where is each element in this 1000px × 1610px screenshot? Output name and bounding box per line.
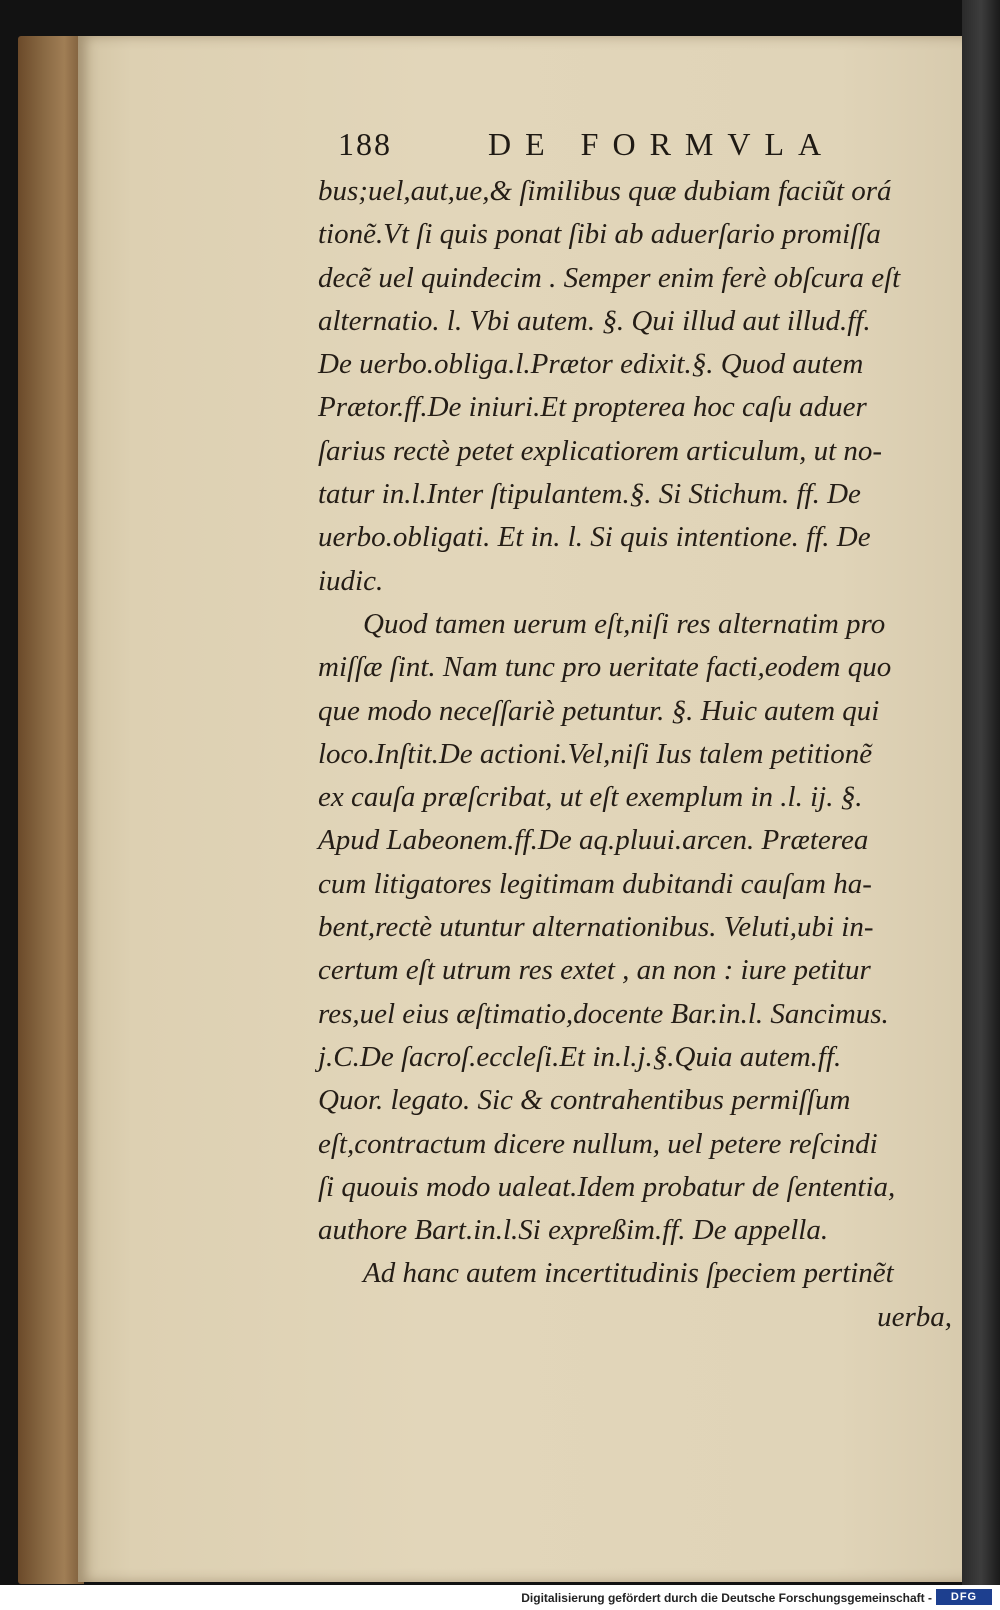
text-line: Quor. legato. Sic & contrahentibus permiſſum — [318, 1084, 851, 1117]
dfg-logo: DFG — [936, 1589, 992, 1605]
text-line: Prætor.ff.De iniuri.Et propterea hoc caſu aduer — [318, 391, 867, 424]
running-title: DE FORMVLA — [488, 126, 836, 162]
text-line: tatur in.l.Inter ſtipulantem.§. Si Stichum. ff. De — [318, 478, 861, 511]
text-line: iudic. — [318, 564, 384, 597]
text-line: uerbo.obligati. Et in. l. Si quis intentione. ff. De — [318, 521, 871, 554]
footer-credit: Digitalisierung gefördert durch die Deutsche Forschungsgemeinschaft - — [521, 1591, 932, 1605]
text-line: certum eſt utrum res extet , an non : iure petitur — [318, 954, 871, 987]
text-line: Apud Labeonem.ff.De aq.pluui.arcen. Præterea — [318, 824, 869, 857]
text-line: decẽ uel quindecim . Semper enim ferè obſcura eſt — [318, 261, 901, 294]
text-line: bent,rectè utuntur alternationibus. Veluti,ubi in- — [318, 911, 874, 944]
page-number: 188 — [338, 126, 392, 162]
text-line: Ad hanc autem incertitudinis ſpeciem pertinẽt — [363, 1257, 894, 1290]
text-line: j.C.De ſacroſ.eccleſi.Et in.l.j.§.Quia autem.ff. — [318, 1040, 842, 1073]
text-line: Quod tamen uerum eſt,niſi res alternatim pro — [363, 607, 886, 640]
text-line: res,uel eius æſtimatio,docente Bar.in.l. Sancimus. — [318, 997, 889, 1030]
body-text — [318, 170, 978, 1339]
text-line: miſſæ ſint. Nam tunc pro ueritate facti,eodem quo — [318, 651, 892, 684]
text-line: ſarius rectè petet explicatiorem articulum, ut no- — [318, 434, 883, 467]
text-line: eſt,contractum dicere nullum, uel petere reſcindi — [318, 1127, 878, 1160]
text-line: ex cauſa præſcribat, ut eſt exemplum in .l. ij. §. — [318, 781, 863, 814]
text-line: authore Bart.in.l.Si expreßim.ff. De appella. — [318, 1214, 829, 1247]
text-line: que modo neceſſariè petuntur. §. Huic autem qui — [318, 694, 880, 727]
text-line: bus;uel,aut,ue,& ſimilibus quæ dubiam faciũt orá — [318, 175, 892, 207]
catchword: uerba, — [877, 1300, 952, 1333]
page-header — [338, 126, 858, 166]
text-line: De uerbo.obliga.l.Prætor edixit.§. Quod autem — [318, 348, 864, 381]
footer-bar — [0, 1585, 1000, 1610]
book-cover-edge — [18, 36, 84, 1584]
text-line: loco.Inſtit.De actioni.Vel,niſi Ius talem petitionẽ — [318, 737, 873, 770]
text-line: alternatio. l. Vbi autem. §. Qui illud aut illud.ff. — [318, 304, 871, 337]
text-line: ſi quouis modo ualeat.Idem probatur de ſententia, — [318, 1170, 896, 1203]
text-line: cum litigatores legitimam dubitandi cauſam ha- — [318, 867, 872, 900]
text-line: tionẽ.Vt ſi quis ponat ſibi ab aduerſario promiſſa — [318, 218, 881, 251]
